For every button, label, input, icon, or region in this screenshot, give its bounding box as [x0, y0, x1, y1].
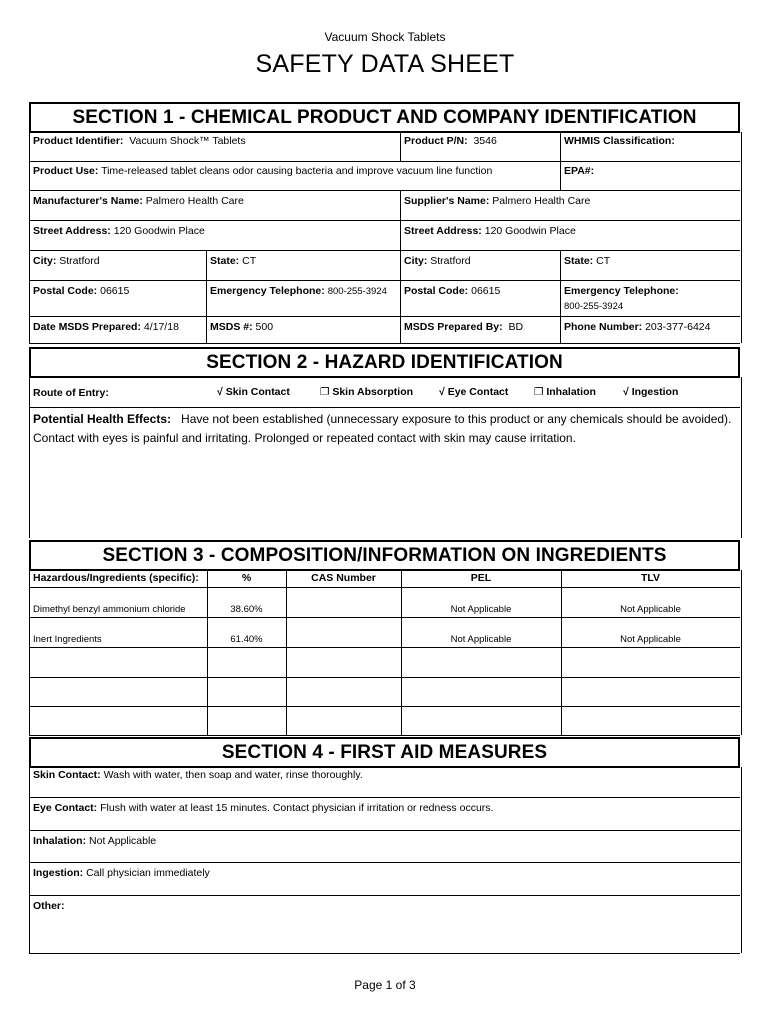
first-aid-inhalation: Inhalation: Not Applicable	[33, 835, 157, 847]
route-inhalation: ❐ Inhalation	[534, 386, 596, 398]
manufacturer-postal-code: Postal Code: 06615	[33, 285, 130, 297]
supplier-emergency-telephone-value: 800-255-3924	[564, 301, 624, 312]
manufacturer-name: Manufacturer's Name: Palmero Health Care	[33, 195, 244, 207]
potential-health-effects: Potential Health Effects: Have not been established (unnecessary exposure to this product or any chemicals should be avoided). Contact with eyes is painful and irritating. Prolonged or repeated contact with skin may cause irritation.	[33, 412, 732, 445]
manufacturer-city: City: Stratford	[33, 255, 100, 267]
product-identifier: Product Identifier: Vacuum Shock™ Tablets	[33, 135, 246, 147]
route-eye-contact: √ Eye Contact	[439, 386, 509, 398]
ingredients-table	[29, 570, 742, 735]
section2-table	[29, 377, 742, 538]
ingredient-pel: Not Applicable	[450, 604, 512, 615]
column-header-ingredients: Hazardous/Ingredients (specific):	[33, 572, 199, 584]
supplier-state: State: CT	[564, 255, 611, 267]
section2-title: SECTION 2 - HAZARD IDENTIFICATION	[29, 347, 740, 378]
ingredient-tlv: Not Applicable	[620, 634, 681, 645]
product-pn: Product P/N: 3546	[404, 135, 497, 147]
section1-title: SECTION 1 - CHEMICAL PRODUCT AND COMPANY IDENTIFICATION	[29, 102, 740, 133]
manufacturer-street: Street Address: 120 Goodwin Place	[33, 225, 205, 237]
ingredient-percent: 38.60%	[230, 604, 263, 615]
route-of-entry-label: Route of Entry:	[33, 387, 109, 399]
ingredient-tlv: Not Applicable	[620, 604, 681, 615]
ingredient-pel: Not Applicable	[450, 634, 512, 645]
supplier-postal-code: Postal Code: 06615	[404, 285, 501, 297]
route-skin-contact: √ Skin Contact	[217, 386, 290, 398]
manufacturer-emergency-telephone: Emergency Telephone: 800-255-3924	[210, 285, 387, 297]
section4-table	[29, 767, 742, 953]
column-header-percent: %	[241, 572, 252, 584]
first-aid-other: Other:	[33, 900, 65, 912]
whmis-classification: WHMIS Classification:	[564, 135, 675, 147]
supplier-emergency-telephone-label: Emergency Telephone:	[564, 285, 679, 297]
phone-number: Phone Number: 203-377-6424	[564, 321, 711, 333]
document-title: SAFETY DATA SHEET	[255, 50, 515, 78]
ingredient-name: Dimethyl benzyl ammonium chloride	[33, 604, 186, 615]
first-aid-skin-contact: Skin Contact: Wash with water, then soap and water, rinse thoroughly.	[33, 769, 363, 781]
product-line-heading: Vacuum Shock Tablets	[324, 30, 446, 44]
column-header-pel: PEL	[470, 572, 492, 584]
column-header-tlv: TLV	[640, 572, 661, 584]
supplier-street: Street Address: 120 Goodwin Place	[404, 225, 576, 237]
first-aid-ingestion: Ingestion: Call physician immediately	[33, 867, 210, 879]
ingredient-name: Inert Ingredients	[33, 634, 102, 645]
msds-prepared-by: MSDS Prepared By: BD	[404, 321, 524, 333]
product-use: Product Use: Time-released tablet cleans odor causing bacteria and improve vacuum line function	[33, 165, 493, 177]
column-header-cas-number: CAS Number	[311, 572, 376, 584]
supplier-name: Supplier's Name: Palmero Health Care	[404, 195, 591, 207]
supplier-city: City: Stratford	[404, 255, 471, 267]
epa-number: EPA#:	[564, 165, 595, 177]
page-number: Page 1 of 3	[354, 978, 416, 992]
section4-title: SECTION 4 - FIRST AID MEASURES	[29, 737, 740, 768]
msds-date-prepared: Date MSDS Prepared: 4/17/18	[33, 321, 179, 333]
msds-number: MSDS #: 500	[210, 321, 274, 333]
route-ingestion: √ Ingestion	[623, 386, 679, 398]
ingredient-percent: 61.40%	[230, 634, 263, 645]
route-skin-absorption: ❐ Skin Absorption	[320, 386, 414, 398]
first-aid-eye-contact: Eye Contact: Flush with water at least 15 minutes. Contact physician if irritation or redness occurs.	[33, 802, 494, 814]
section3-title: SECTION 3 - COMPOSITION/INFORMATION ON INGREDIENTS	[29, 540, 740, 571]
manufacturer-state: State: CT	[210, 255, 257, 267]
